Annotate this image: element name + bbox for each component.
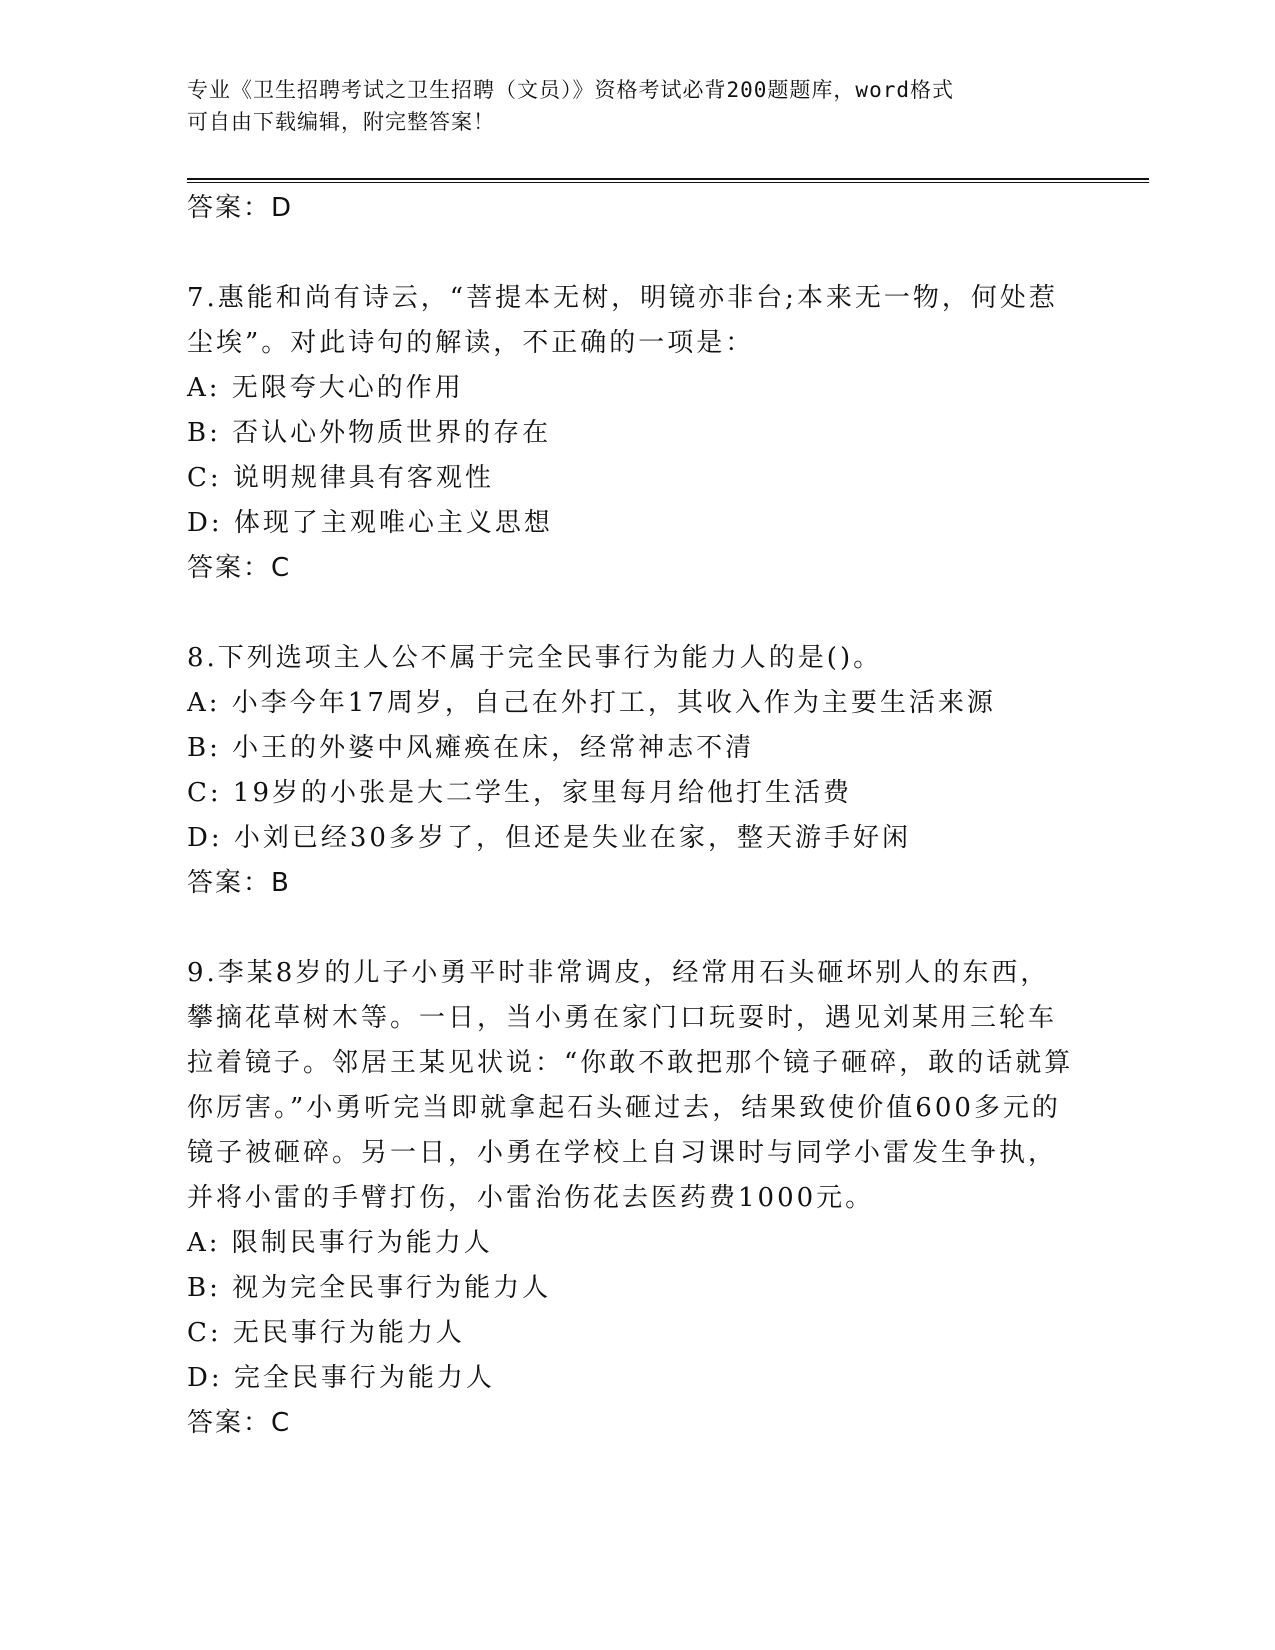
page-header <box>187 74 1067 138</box>
option-c: C: 无民事行为能力人 <box>187 1318 465 1348</box>
option-a: A: 无限夸大心的作用 <box>187 373 464 403</box>
header-line-2: 可自由下载编辑，附完整答案！ <box>187 110 495 134</box>
option-c: C: 说明规律具有客观性 <box>187 463 494 493</box>
question-text: 7.惠能和尚有诗云，“菩提本无树，明镜亦非台;本来无一物，何处惹尘埃”。对此诗句的解读，不正确的一项是： <box>187 283 1058 358</box>
previous-answer: 答案：D <box>187 193 294 223</box>
answer: 答案：C <box>187 553 292 583</box>
option-b: B: 视为完全民事行为能力人 <box>187 1273 552 1303</box>
header-divider-thin <box>187 182 1149 183</box>
question-text: 8.下列选项主人公不属于完全民事行为能力人的是()。 <box>187 643 883 673</box>
question-text: 9.李某8岁的儿子小勇平时非常调皮，经常用石头砸坏别人的东西，攀摘花草树木等。一日，当小勇在家门口玩耍时，遇见刘某用三轮车拉着镜子。邻居王某见状说：“你敢不敢把那个镜子砸碎，敢的话就算你厉害。”小勇听完当即就拿起石头砸过去，结果致使价值600多元的镜子被砸碎。另一日，小勇在学校上自习课时与同学小雷发生争执，并将小雷的手臂打伤，小雷治伤花去医药费1000元。 <box>187 958 1074 1213</box>
document-body <box>187 186 1087 1446</box>
answer: 答案：B <box>187 868 291 898</box>
option-d: D: 完全民事行为能力人 <box>187 1363 495 1393</box>
question-8 <box>187 636 1087 906</box>
option-a: A: 限制民事行为能力人 <box>187 1228 493 1258</box>
option-b: B: 否认心外物质世界的存在 <box>187 418 552 448</box>
question-9 <box>187 951 1087 1446</box>
option-d: D: 体现了主观唯心主义思想 <box>187 508 553 538</box>
question-7 <box>187 276 1087 591</box>
header-line-1: 专业《卫生招聘考试之卫生招聘（文员）》资格考试必背200题题库，word格式 <box>187 78 954 102</box>
option-c: C: 19岁的小张是大二学生，家里每月给他打生活费 <box>187 778 853 808</box>
option-a: A: 小李今年17周岁，自己在外打工，其收入作为主要生活来源 <box>187 688 996 718</box>
option-b: B: 小王的外婆中风瘫痪在床，经常神志不清 <box>187 733 755 763</box>
answer: 答案：C <box>187 1408 292 1438</box>
option-d: D: 小刘已经30多岁了，但还是失业在家，整天游手好闲 <box>187 823 911 853</box>
header-divider <box>187 178 1149 180</box>
